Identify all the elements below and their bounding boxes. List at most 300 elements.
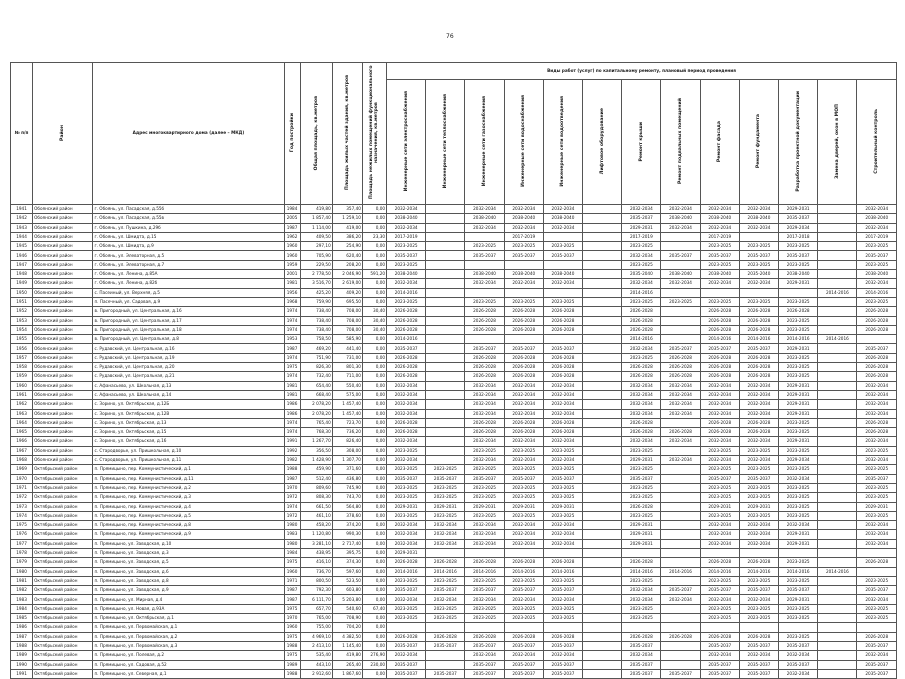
work-period-cell — [583, 576, 622, 585]
work-period-cell: 2032-2034 — [661, 409, 700, 418]
work-period-cell: 2026-2028 — [504, 632, 543, 641]
work-period-cell: 2026-2028 — [504, 418, 543, 427]
work-period-cell: 2035-2037 — [387, 474, 426, 483]
work-period-cell: 2023-2025 — [700, 576, 739, 585]
area-total-cell: 2 078,20 — [300, 400, 332, 409]
area-commercial-cell: 0,00 — [362, 428, 386, 437]
work-period-cell — [818, 307, 857, 316]
work-period-cell: 2032-2034 — [543, 595, 582, 604]
work-period-cell: 2026-2028 — [700, 353, 739, 362]
work-period-cell: 2023-2025 — [387, 604, 426, 613]
work-period-cell: 2023-2025 — [387, 260, 426, 269]
work-period-cell: 2023-2025 — [739, 446, 778, 455]
work-period-cell — [818, 325, 857, 334]
work-period-cell: 2032-2034 — [622, 409, 661, 418]
work-period-cell: 2023-2025 — [504, 493, 543, 502]
area-commercial-cell: 276,90 — [362, 651, 386, 660]
work-period-cell: 2026-2028 — [700, 363, 739, 372]
work-period-cell: 2026-2028 — [739, 353, 778, 362]
area-commercial-cell: 30,40 — [362, 316, 386, 325]
work-period-cell: 2035-2037 — [543, 669, 582, 678]
work-period-cell: 2029-2031 — [779, 381, 818, 390]
work-period-cell: 2032-2034 — [465, 390, 504, 399]
work-period-cell: 2023-2025 — [465, 465, 504, 474]
work-period-cell: 2032-2034 — [700, 530, 739, 539]
work-period-cell — [779, 288, 818, 297]
work-period-cell — [583, 474, 622, 483]
area-living-cell: 4 382,50 — [332, 632, 362, 641]
work-period-cell: 2038-2040 — [504, 270, 543, 279]
header-year — [284, 63, 300, 205]
table-row — [11, 372, 897, 381]
address-cell: с. Стародворье, ул. Пришкольная, д.11 — [93, 456, 284, 465]
work-period-cell: 2029-2031 — [622, 223, 661, 232]
work-period-cell: 2023-2025 — [700, 511, 739, 520]
area-total-cell: 809,60 — [300, 483, 332, 492]
work-period-cell: 2026-2028 — [857, 307, 897, 316]
work-period-cell: 2032-2034 — [543, 205, 582, 214]
work-period-cell: 2035-2037 — [700, 474, 739, 483]
area-total-cell: 297,10 — [300, 242, 332, 251]
work-period-cell: 2023-2025 — [543, 493, 582, 502]
work-period-cell — [583, 297, 622, 306]
year-cell: 1984 — [284, 548, 300, 557]
area-total-cell: 2 912,60 — [300, 669, 332, 678]
work-period-cell: 2032-2034 — [387, 223, 426, 232]
year-cell: 1971 — [284, 576, 300, 585]
work-period-cell — [661, 521, 700, 530]
year-cell: 1974 — [284, 325, 300, 334]
work-period-cell: 2026-2028 — [857, 325, 897, 334]
work-period-cell: 2023-2025 — [543, 511, 582, 520]
table-row — [11, 307, 897, 316]
work-period-cell — [583, 400, 622, 409]
work-period-cell: 2032-2034 — [504, 409, 543, 418]
work-period-cell: 2029-2031 — [504, 502, 543, 511]
row-number: 1944 — [11, 232, 33, 241]
work-period-cell: 2035-2037 — [779, 214, 818, 223]
work-period-cell — [583, 363, 622, 372]
work-period-cell: 2032-2034 — [465, 456, 504, 465]
work-period-cell — [543, 548, 582, 557]
year-cell: 1986 — [284, 400, 300, 409]
row-number: 1973 — [11, 502, 33, 511]
work-period-cell — [504, 288, 543, 297]
year-cell: 1974 — [284, 307, 300, 316]
work-period-cell: 2032-2034 — [465, 530, 504, 539]
work-period-cell — [583, 372, 622, 381]
address-cell: г. Обоянь, ул. Шмидта, д.9 — [93, 242, 284, 251]
work-period-cell — [426, 390, 465, 399]
year-cell: 1974 — [284, 353, 300, 362]
work-period-cell: 2023-2025 — [779, 604, 818, 613]
year-cell: 1959 — [284, 260, 300, 269]
work-period-cell: 2035-2037 — [739, 251, 778, 260]
work-period-cell: 2032-2034 — [779, 669, 818, 678]
work-period-cell — [818, 232, 857, 241]
area-commercial-cell: 0,00 — [362, 372, 386, 381]
header-area-living — [332, 63, 362, 205]
year-cell: 1980 — [284, 539, 300, 548]
row-number: 1966 — [11, 437, 33, 446]
header-work-label: Разработка проектной документации — [795, 91, 801, 192]
work-period-cell — [661, 660, 700, 669]
work-period-cell: 2023-2025 — [504, 297, 543, 306]
address-cell: п. Прямицыно, ул. Заводская, д.5 — [93, 558, 284, 567]
row-number: 1949 — [11, 279, 33, 288]
row-number: 1976 — [11, 530, 33, 539]
work-period-cell: 2026-2028 — [543, 353, 582, 362]
year-cell: 1981 — [284, 279, 300, 288]
work-period-cell: 2032-2034 — [543, 456, 582, 465]
work-period-cell: 2035-2037 — [739, 641, 778, 650]
work-period-cell: 2023-2025 — [739, 614, 778, 623]
work-period-cell — [661, 483, 700, 492]
header-work-label: Лифтовое оборудование — [599, 108, 605, 175]
work-period-cell: 2032-2034 — [504, 279, 543, 288]
work-period-cell: 2023-2025 — [739, 493, 778, 502]
work-period-cell — [818, 483, 857, 492]
work-period-cell: 2032-2034 — [387, 381, 426, 390]
area-commercial-cell: 0,00 — [362, 641, 386, 650]
work-period-cell: 2023-2025 — [779, 372, 818, 381]
district-cell: Обоянский район — [33, 232, 93, 241]
row-number: 1945 — [11, 242, 33, 251]
work-period-cell: 2026-2028 — [465, 353, 504, 362]
work-period-cell — [700, 623, 739, 632]
work-period-cell: 2023-2025 — [465, 297, 504, 306]
work-period-cell — [426, 363, 465, 372]
work-period-cell: 2017-2019 — [700, 232, 739, 241]
address-cell: с. Зорино, ул. Октябрьская, д.13 — [93, 418, 284, 427]
table-row — [11, 418, 897, 427]
work-period-cell — [583, 623, 622, 632]
header-work-2 — [465, 80, 504, 205]
table-row — [11, 205, 897, 214]
work-period-cell: 2032-2034 — [387, 521, 426, 530]
work-period-cell: 2023-2025 — [779, 511, 818, 520]
area-living-cell: 695,50 — [332, 297, 362, 306]
work-period-cell: 2038-2040 — [387, 214, 426, 223]
table-row — [11, 483, 897, 492]
work-period-cell: 2029-2031 — [426, 502, 465, 511]
work-period-cell: 2026-2028 — [465, 428, 504, 437]
work-period-cell: 2035-2037 — [700, 669, 739, 678]
work-period-cell: 2029-2031 — [779, 344, 818, 353]
area-commercial-cell: 0,00 — [362, 558, 386, 567]
work-period-cell: 2023-2025 — [387, 242, 426, 251]
district-cell: Обоянский район — [33, 456, 93, 465]
work-period-cell: 2023-2025 — [622, 483, 661, 492]
table-row — [11, 456, 897, 465]
year-cell: 1975 — [284, 604, 300, 613]
work-period-cell: 2035-2037 — [661, 344, 700, 353]
work-period-cell: 2035-2037 — [465, 474, 504, 483]
work-period-cell: 2032-2034 — [661, 400, 700, 409]
area-commercial-cell: 0,00 — [362, 586, 386, 595]
district-cell: Обоянский район — [33, 390, 93, 399]
district-cell: Обоянский район — [33, 372, 93, 381]
work-period-cell: 2029-2031 — [779, 539, 818, 548]
area-total-cell: 356,50 — [300, 446, 332, 455]
work-period-cell — [583, 251, 622, 260]
work-period-cell — [661, 260, 700, 269]
work-period-cell: 2035-2037 — [387, 641, 426, 650]
work-period-cell: 2026-2028 — [387, 325, 426, 334]
area-total-cell: 738,40 — [300, 316, 332, 325]
work-period-cell: 2035-2037 — [857, 641, 897, 650]
work-period-cell — [857, 623, 897, 632]
year-cell: 2005 — [284, 214, 300, 223]
work-period-cell: 2032-2034 — [543, 381, 582, 390]
work-period-cell: 2029-2031 — [387, 502, 426, 511]
work-period-cell: 2026-2028 — [465, 632, 504, 641]
district-cell: Октябрьский район — [33, 614, 93, 623]
work-period-cell: 2023-2025 — [779, 446, 818, 455]
address-cell: п. Прямицыно, ул. Первомайская, д.1 — [93, 623, 284, 632]
work-period-cell: 2032-2034 — [622, 400, 661, 409]
work-period-cell: 2032-2034 — [387, 400, 426, 409]
work-period-cell: 2017-2019 — [622, 232, 661, 241]
district-cell: Обоянский район — [33, 242, 93, 251]
work-period-cell: 2032-2034 — [465, 539, 504, 548]
work-period-cell: 2032-2034 — [739, 279, 778, 288]
work-period-cell: 2032-2034 — [779, 521, 818, 530]
table-row — [11, 660, 897, 669]
district-cell: Обоянский район — [33, 260, 93, 269]
area-total-cell: 768,30 — [300, 428, 332, 437]
work-period-cell: 2026-2028 — [739, 307, 778, 316]
work-period-cell: 2035-2037 — [543, 660, 582, 669]
work-period-cell — [543, 260, 582, 269]
row-number: 1963 — [11, 409, 33, 418]
work-period-cell: 2032-2034 — [465, 279, 504, 288]
row-number: 1984 — [11, 604, 33, 613]
header-num: № п/п — [11, 63, 33, 205]
work-period-cell: 2035-2037 — [661, 586, 700, 595]
work-period-cell — [583, 242, 622, 251]
row-number: 1988 — [11, 641, 33, 650]
work-period-cell — [818, 641, 857, 650]
work-period-cell: 2032-2034 — [504, 390, 543, 399]
work-period-cell: 2032-2034 — [622, 651, 661, 660]
district-cell: Обоянский район — [33, 446, 93, 455]
work-period-cell: 2032-2034 — [543, 530, 582, 539]
work-period-cell — [583, 586, 622, 595]
work-period-cell: 2032-2034 — [504, 223, 543, 232]
address-cell: п. Прямицыно, пер. Коммунистический, д.8 — [93, 521, 284, 530]
district-cell: Обоянский район — [33, 400, 93, 409]
area-living-cell: 386,20 — [332, 232, 362, 241]
work-period-cell: 2026-2028 — [739, 363, 778, 372]
work-period-cell: 2035-2037 — [622, 641, 661, 650]
area-living-cell: 708,00 — [332, 307, 362, 316]
work-period-cell: 2032-2034 — [504, 521, 543, 530]
work-period-cell: 2026-2028 — [622, 558, 661, 567]
work-period-cell — [818, 223, 857, 232]
work-period-cell — [583, 288, 622, 297]
year-cell: 1987 — [284, 223, 300, 232]
work-period-cell: 2035-2037 — [426, 669, 465, 678]
work-period-cell — [818, 363, 857, 372]
table-row — [11, 530, 897, 539]
row-number: 1975 — [11, 521, 33, 530]
work-period-cell: 2032-2034 — [543, 539, 582, 548]
work-period-cell — [583, 502, 622, 511]
work-period-cell: 2026-2028 — [739, 372, 778, 381]
work-period-cell: 2026-2028 — [543, 418, 582, 427]
work-period-cell — [583, 521, 622, 530]
table-row — [11, 493, 897, 502]
work-period-cell: 2023-2025 — [857, 493, 897, 502]
work-period-cell: 2014-2016 — [661, 567, 700, 576]
work-period-cell — [426, 651, 465, 660]
district-cell: Обоянский район — [33, 223, 93, 232]
work-period-cell: 2032-2034 — [622, 390, 661, 399]
district-cell: Октябрьский район — [33, 623, 93, 632]
work-period-cell: 2026-2028 — [700, 316, 739, 325]
work-period-cell: 2032-2034 — [543, 223, 582, 232]
work-period-cell: 2032-2034 — [387, 595, 426, 604]
table-row — [11, 242, 897, 251]
work-period-cell — [583, 660, 622, 669]
work-period-cell: 2023-2025 — [622, 353, 661, 362]
work-period-cell: 2026-2028 — [700, 372, 739, 381]
work-period-cell — [426, 288, 465, 297]
district-cell: Обоянский район — [33, 279, 93, 288]
work-period-cell — [661, 307, 700, 316]
work-period-cell: 2023-2025 — [700, 297, 739, 306]
area-total-cell: 765,40 — [300, 418, 332, 427]
work-period-cell: 2032-2034 — [504, 400, 543, 409]
work-period-cell — [661, 614, 700, 623]
work-period-cell: 2026-2028 — [504, 372, 543, 381]
work-period-cell — [583, 344, 622, 353]
work-period-cell — [818, 390, 857, 399]
work-period-cell — [583, 325, 622, 334]
row-number: 1952 — [11, 307, 33, 316]
area-commercial-cell: 0,00 — [362, 390, 386, 399]
work-period-cell — [426, 353, 465, 362]
area-total-cell: 738,40 — [300, 325, 332, 334]
table-row — [11, 604, 897, 613]
work-period-cell: 2035-2037 — [387, 669, 426, 678]
work-period-cell: 2026-2028 — [504, 325, 543, 334]
area-total-cell: 459,90 — [300, 465, 332, 474]
work-period-cell — [818, 576, 857, 585]
work-period-cell: 2029-2031 — [779, 409, 818, 418]
work-period-cell: 2032-2034 — [543, 409, 582, 418]
row-number: 1987 — [11, 632, 33, 641]
district-cell: Октябрьский район — [33, 651, 93, 660]
area-living-cell: 208,20 — [332, 260, 362, 269]
area-living-cell: 5 203,80 — [332, 595, 362, 604]
area-living-cell: 704,20 — [332, 623, 362, 632]
work-period-cell: 2032-2034 — [504, 539, 543, 548]
work-period-cell — [583, 511, 622, 520]
work-period-cell — [661, 511, 700, 520]
work-period-cell: 2032-2034 — [661, 279, 700, 288]
work-period-cell: 2032-2034 — [739, 223, 778, 232]
work-period-cell: 2035-2037 — [426, 474, 465, 483]
area-total-cell: 1 114,00 — [300, 223, 332, 232]
address-cell: п. Прямицыно, ул. Первомайская, д.3 — [93, 641, 284, 650]
work-period-cell — [779, 623, 818, 632]
work-period-cell: 2026-2028 — [504, 558, 543, 567]
address-cell: п. Прямицыно, пер. Коммунистический, д.3 — [93, 493, 284, 502]
work-period-cell — [818, 251, 857, 260]
work-period-cell — [504, 260, 543, 269]
area-total-cell: 458,20 — [300, 521, 332, 530]
work-period-cell: 2026-2028 — [857, 558, 897, 567]
address-cell: в. Пригородный, ул. Центральная, д.16 — [93, 307, 284, 316]
work-period-cell — [504, 548, 543, 557]
work-period-cell — [583, 632, 622, 641]
work-period-cell: 2032-2034 — [661, 223, 700, 232]
work-period-cell: 2023-2025 — [465, 604, 504, 613]
district-cell: Октябрьский район — [33, 595, 93, 604]
work-period-cell — [465, 288, 504, 297]
work-period-cell — [818, 297, 857, 306]
work-period-cell: 2032-2034 — [543, 651, 582, 660]
work-period-cell: 2026-2028 — [465, 372, 504, 381]
work-period-cell: 2035-2037 — [622, 474, 661, 483]
work-period-cell: 2023-2025 — [779, 465, 818, 474]
area-living-cell: 2 619,00 — [332, 279, 362, 288]
work-period-cell — [426, 205, 465, 214]
area-living-cell: 575,00 — [332, 390, 362, 399]
work-period-cell: 2026-2028 — [543, 632, 582, 641]
address-cell: п. Прямицыно, ул. Заводская, д.8 — [93, 576, 284, 585]
work-period-cell — [387, 623, 426, 632]
area-total-cell: 668,40 — [300, 390, 332, 399]
work-period-cell: 2035-2037 — [739, 586, 778, 595]
work-period-cell — [739, 623, 778, 632]
year-cell: 1983 — [284, 530, 300, 539]
work-period-cell: 2029-2031 — [779, 595, 818, 604]
area-total-cell: 461,10 — [300, 511, 332, 520]
work-period-cell: 2038-2040 — [857, 214, 897, 223]
work-period-cell: 2032-2034 — [857, 279, 897, 288]
work-period-cell: 2023-2025 — [543, 242, 582, 251]
area-total-cell: 654,40 — [300, 381, 332, 390]
address-cell: п. Прямицыно, ул. Северная, д.1 — [93, 669, 284, 678]
header-work-7 — [661, 80, 700, 205]
district-cell: Обоянский район — [33, 297, 93, 306]
work-period-cell: 2035-2037 — [622, 660, 661, 669]
work-period-cell: 2023-2025 — [622, 511, 661, 520]
work-period-cell — [583, 279, 622, 288]
table-row — [11, 623, 897, 632]
work-period-cell: 2032-2034 — [543, 400, 582, 409]
work-period-cell: 2023-2025 — [426, 483, 465, 492]
area-living-cell: 265,40 — [332, 660, 362, 669]
work-period-cell: 2035-2037 — [465, 660, 504, 669]
work-period-cell: 2023-2025 — [622, 604, 661, 613]
area-commercial-cell: 0,00 — [362, 418, 386, 427]
table-row — [11, 595, 897, 604]
work-period-cell: 2026-2028 — [739, 428, 778, 437]
work-period-cell: 2035-2037 — [700, 641, 739, 650]
address-cell: п. Прямицыно, пер. Коммунистический, д.11 — [93, 474, 284, 483]
work-period-cell: 2035-2037 — [779, 641, 818, 650]
work-period-cell: 2026-2028 — [661, 363, 700, 372]
work-period-cell: 2029-2031 — [700, 502, 739, 511]
work-period-cell: 2038-2040 — [543, 270, 582, 279]
district-cell: Обоянский район — [33, 344, 93, 353]
table-row — [11, 567, 897, 576]
address-cell: п. Прямицыно, ул. Заводская, д.6 — [93, 567, 284, 576]
